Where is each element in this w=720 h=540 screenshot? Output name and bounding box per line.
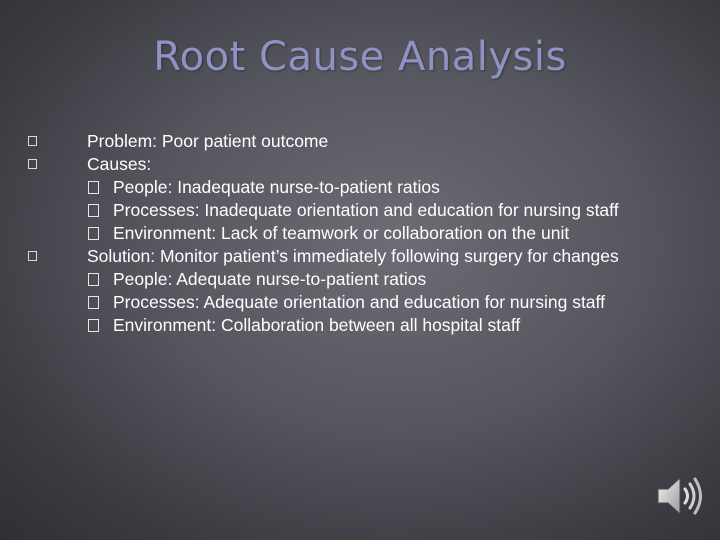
sub-bullet-text: People: Adequate nurse-to-patient ratios [113, 269, 427, 289]
sub-bullet-icon [88, 319, 99, 332]
bullet-causes [28, 153, 688, 245]
bullet-text: Causes: [87, 154, 152, 174]
bullet-icon [28, 136, 37, 146]
sub-bullet-environment [87, 314, 688, 337]
sub-bullet-people [87, 268, 688, 291]
bullet-text: Solution: Monitor patient’s immediately following surgery for changes [87, 246, 619, 266]
bullet-problem [28, 130, 688, 153]
sub-bullet-icon [88, 227, 99, 240]
sub-bullet-processes [87, 199, 688, 222]
sub-bullet-icon [88, 181, 99, 194]
sub-bullet-people [87, 176, 688, 199]
sub-bullet-text: Processes: Adequate orientation and education for nursing staff [113, 292, 605, 312]
sub-bullet-text: People: Inadequate nurse-to-patient ratios [113, 177, 440, 197]
bullet-icon [28, 159, 37, 169]
sub-bullet-icon [88, 273, 99, 286]
bullet-text: Problem: Poor patient outcome [87, 131, 329, 151]
sub-bullet-text: Environment: Lack of teamwork or collaboration on the unit [113, 223, 570, 243]
sub-bullet-text: Processes: Inadequate orientation and education for nursing staff [113, 200, 619, 220]
speaker-icon[interactable] [655, 472, 707, 520]
sub-bullet-processes [87, 291, 688, 314]
sub-bullet-environment [87, 222, 688, 245]
slide-title: Root Cause Analysis [153, 34, 567, 80]
bullet-solution [28, 245, 688, 337]
sub-bullet-icon [88, 204, 99, 217]
sub-bullet-icon [88, 296, 99, 309]
bullet-list [28, 130, 688, 337]
bullet-icon [28, 251, 37, 261]
sub-bullet-text: Environment: Collaboration between all hospital staff [113, 315, 521, 335]
